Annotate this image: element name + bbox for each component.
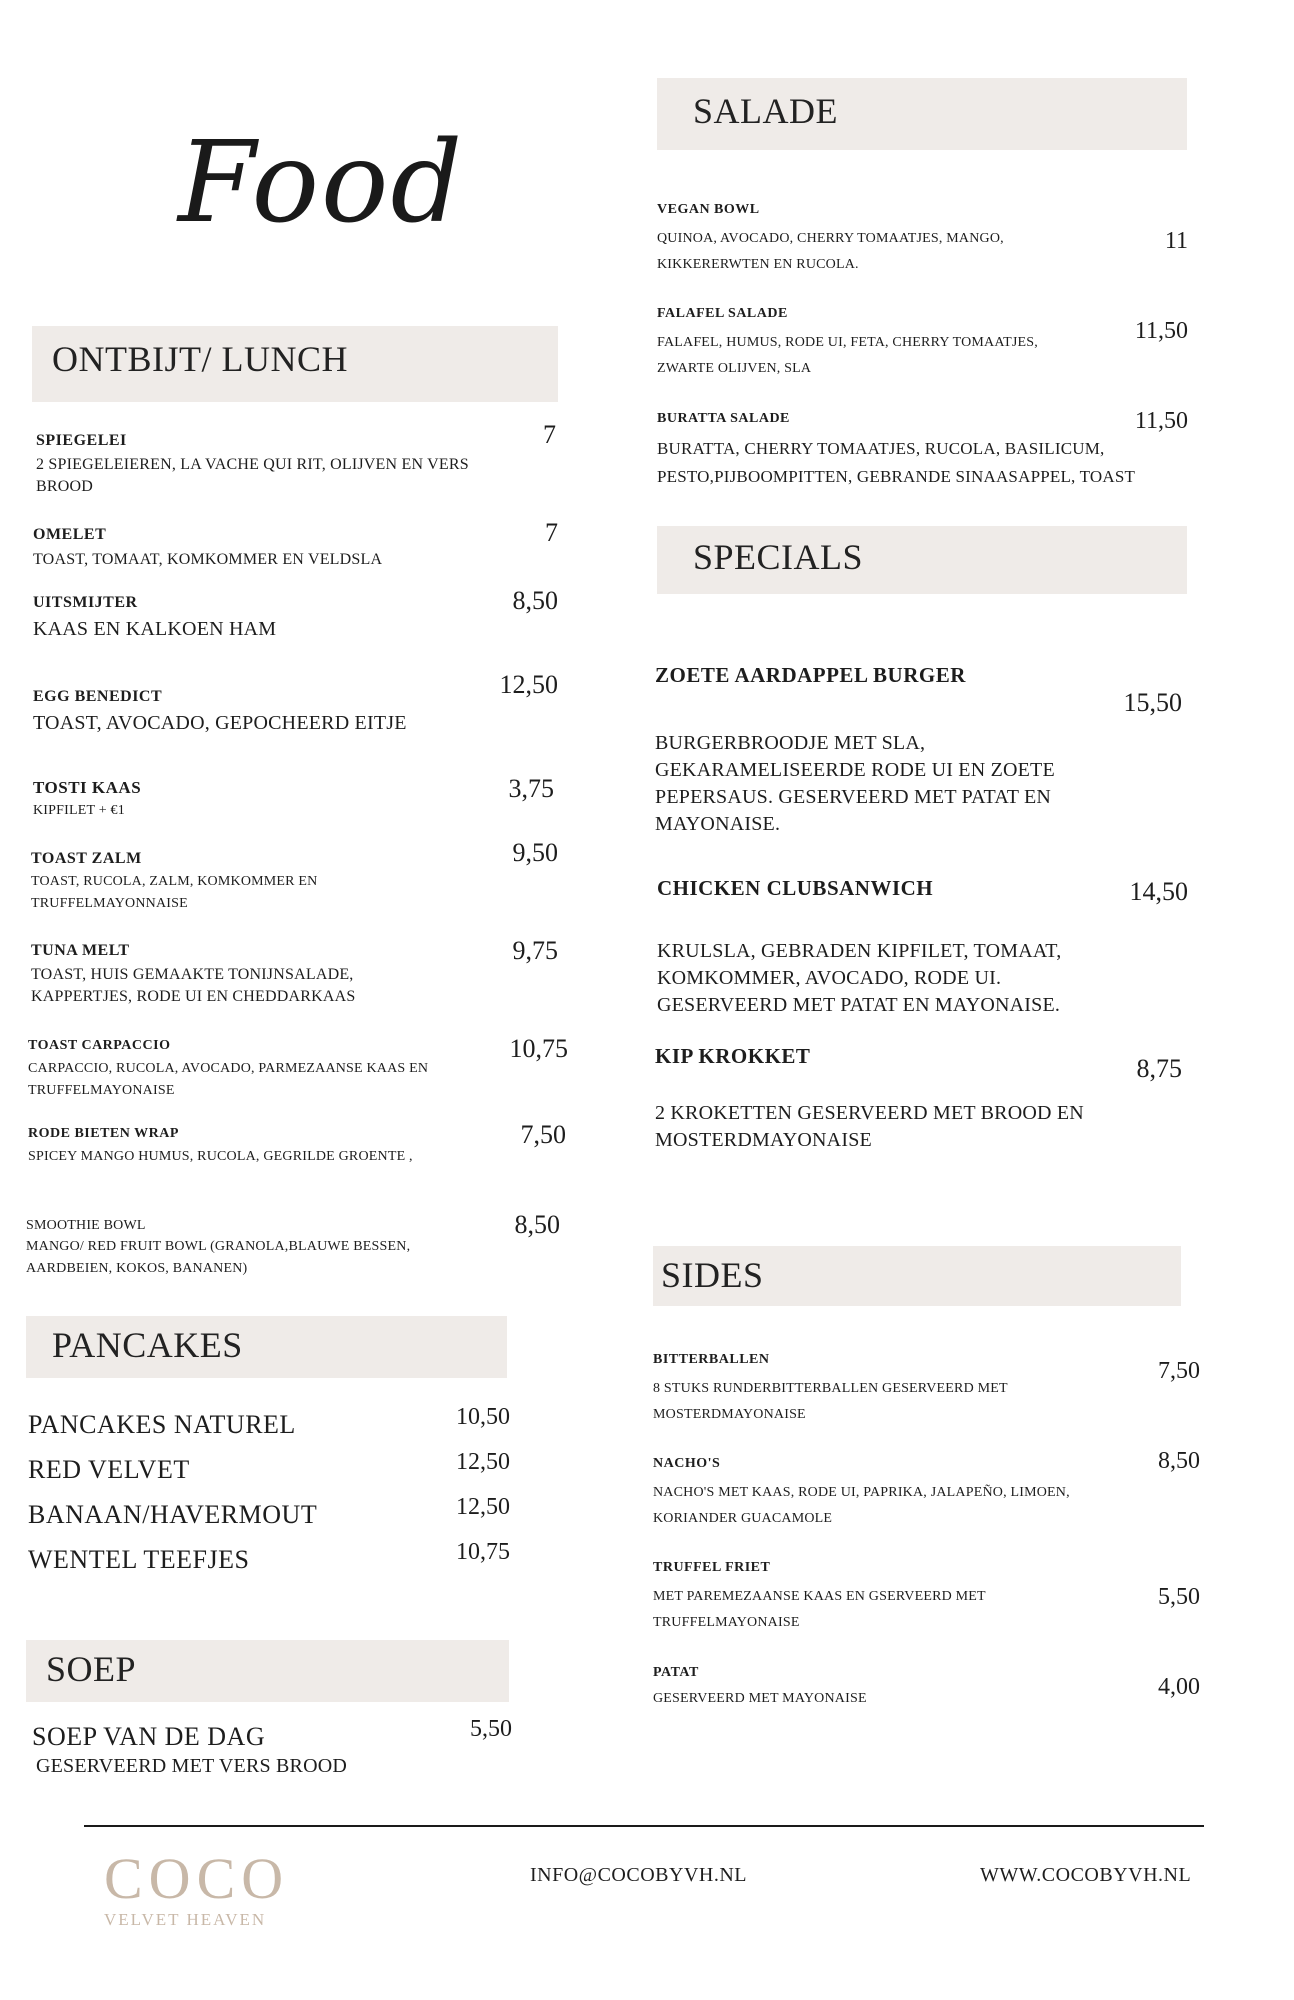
- item-desc: 2 KROKETTEN GESERVEERD MET BROOD EN MOSTERDMAYONAISE: [655, 1102, 1084, 1151]
- item-name: KIP KROKKET: [655, 1044, 811, 1068]
- item-price: 10,75: [456, 1539, 510, 1565]
- item-price: 11,50: [1134, 408, 1188, 434]
- item-price: 5,50: [470, 1716, 512, 1742]
- item-desc: MET PAREMEZAANSE KAAS EN GSERVEERD MET TRUFFELMAYONAISE: [653, 1589, 986, 1630]
- item-price: 8,50: [512, 586, 558, 615]
- item-name: SOEP VAN DE DAG: [32, 1722, 266, 1751]
- item-name: TOSTI KAAS: [33, 778, 142, 797]
- item-name: TOAST ZALM: [31, 850, 142, 867]
- item-desc: FALAFEL, HUMUS, RODE UI, FETA, CHERRY TOMAATJES, ZWARTE OLIJVEN, SLA: [657, 335, 1038, 376]
- item-name: NACHO'S: [653, 1456, 721, 1471]
- item-price: 11,50: [1134, 318, 1188, 344]
- section-title-sides: SIDES: [661, 1255, 764, 1295]
- footer-website-link[interactable]: WWW.COCOBYVH.NL: [980, 1864, 1192, 1886]
- item-name: UITSMIJTER: [33, 594, 138, 611]
- item-price: 14,50: [1129, 877, 1188, 906]
- item-price: 12,50: [456, 1449, 510, 1475]
- item-name: TOAST CARPACCIO: [28, 1038, 171, 1053]
- item-price: 4,00: [1158, 1674, 1200, 1700]
- item-desc: TOAST, RUCOLA, ZALM, KOMKOMMER EN TRUFFELMAYONNAISE: [31, 874, 318, 911]
- item-name: BURATTA SALADE: [657, 411, 790, 426]
- item-price: 12,50: [456, 1494, 510, 1520]
- item-price: 8,75: [1136, 1054, 1182, 1083]
- item-price: 10,50: [456, 1404, 510, 1430]
- logo-wordmark: COCO: [104, 1846, 290, 1911]
- section-header-ontbijt: [32, 326, 558, 402]
- item-desc: TOAST, AVOCADO, GEPOCHEERD EITJE: [33, 712, 407, 734]
- item-desc: BURGERBROODJE MET SLA, GEKARAMELISEERDE RODE UI EN ZOETE PEPERSAUS. GESERVEERD MET PATAT EN MAYONAISE.: [655, 732, 1055, 835]
- item-name: SMOOTHIE BOWL: [26, 1218, 146, 1233]
- item-price: 15,50: [1123, 688, 1182, 717]
- section-title-specials: SPECIALS: [693, 537, 864, 577]
- item-price: 5,50: [1158, 1584, 1200, 1610]
- item-name: TRUFFEL FRIET: [653, 1560, 771, 1575]
- footer-divider: [84, 1825, 1204, 1827]
- item-desc: 8 STUKS RUNDERBITTERBALLEN GESERVEERD MET MOSTERDMAYONAISE: [653, 1381, 1008, 1422]
- item-price: 3,75: [508, 774, 554, 803]
- section-header-salade: [657, 78, 1187, 150]
- item-price: 12,50: [499, 670, 558, 699]
- item-desc: KAAS EN KALKOEN HAM: [33, 618, 277, 640]
- item-name: WENTEL TEEFJES: [28, 1545, 250, 1574]
- item-price: 8,50: [514, 1210, 560, 1239]
- item-name: RODE BIETEN WRAP: [28, 1126, 179, 1141]
- item-name: TUNA MELT: [31, 942, 130, 959]
- item-name: PANCAKES NATUREL: [28, 1410, 296, 1439]
- item-desc: NACHO'S MET KAAS, RODE UI, PAPRIKA, JALAPEÑO, LIMOEN, KORIANDER GUACAMOLE: [653, 1485, 1070, 1526]
- item-desc: CARPACCIO, RUCOLA, AVOCADO, PARMEZAANSE KAAS EN TRUFFELMAYONAISE: [28, 1061, 429, 1098]
- section-title-ontbijt: ONTBIJT/ LUNCH: [52, 339, 348, 379]
- item-price: 11: [1164, 228, 1188, 254]
- item-name: CHICKEN CLUBSANWICH: [657, 876, 934, 900]
- brand-logo: [104, 1846, 304, 1930]
- item-name: BITTERBALLEN: [653, 1352, 770, 1367]
- footer-email-link[interactable]: INFO@COCOBYVH.NL: [530, 1864, 747, 1886]
- item-desc: GESERVEERD MET MAYONAISE: [653, 1691, 867, 1706]
- item-desc: GESERVEERD MET VERS BROOD: [36, 1755, 348, 1777]
- item-name: SPIEGELEI: [36, 432, 127, 449]
- item-desc: BURATTA, CHERRY TOMAATJES, RUCOLA, BASILICUM, PESTO,PIJBOOMPITTEN, GEBRANDE SINAASAPPEL, TOAST: [657, 439, 1136, 486]
- item-name: EGG BENEDICT: [33, 688, 163, 705]
- section-header-specials: [657, 526, 1187, 594]
- item-name: VEGAN BOWL: [657, 202, 760, 217]
- item-desc: KIPFILET + €1: [33, 803, 125, 818]
- section-title-pancakes: PANCAKES: [52, 1325, 243, 1365]
- item-name: RED VELVET: [28, 1455, 190, 1484]
- section-header-pancakes: [26, 1316, 507, 1378]
- item-price: 7,50: [520, 1120, 566, 1149]
- item-price: 10,75: [509, 1034, 568, 1063]
- logo-tagline: VELVET HEAVEN: [104, 1910, 267, 1929]
- item-name: ZOETE AARDAPPEL BURGER: [655, 663, 966, 687]
- section-title-soep: SOEP: [46, 1649, 137, 1689]
- item-desc: MANGO/ RED FRUIT BOWL (GRANOLA,BLAUWE BESSEN, AARDBEIEN, KOKOS, BANANEN): [26, 1239, 411, 1276]
- item-price: 9,50: [512, 838, 558, 867]
- item-price: 8,50: [1158, 1448, 1200, 1474]
- item-desc: TOAST, TOMAAT, KOMKOMMER EN VELDSLA: [33, 551, 383, 568]
- item-price: 7,50: [1158, 1358, 1200, 1384]
- item-name: OMELET: [33, 526, 107, 543]
- item-name: PATAT: [653, 1665, 699, 1680]
- item-desc: QUINOA, AVOCADO, CHERRY TOMAATJES, MANGO, KIKKERERWTEN EN RUCOLA.: [657, 231, 1004, 272]
- item-price: 7: [545, 518, 558, 547]
- item-name: BANAAN/HAVERMOUT: [28, 1500, 318, 1529]
- item-price: 7: [543, 420, 556, 449]
- item-desc: SPICEY MANGO HUMUS, RUCOLA, GEGRILDE GROENTE ,: [28, 1149, 413, 1164]
- section-title-salade: SALADE: [693, 91, 838, 131]
- page-title: Food: [178, 118, 465, 248]
- section-header-soep: [26, 1640, 509, 1702]
- item-name: FALAFEL SALADE: [657, 306, 788, 321]
- item-desc: TOAST, HUIS GEMAAKTE TONIJNSALADE, KAPPERTJES, RODE UI EN CHEDDARKAAS: [31, 966, 356, 1005]
- item-desc: KRULSLA, GEBRADEN KIPFILET, TOMAAT, KOMKOMMER, AVOCADO, RODE UI. GESERVEERD MET PATAT EN MAYONAISE.: [657, 940, 1062, 1016]
- section-header-sides: [653, 1246, 1181, 1306]
- item-price: 9,75: [512, 936, 558, 965]
- item-desc: 2 SPIEGELEIEREN, LA VACHE QUI RIT, OLIJVEN EN VERS BROOD: [36, 456, 469, 495]
